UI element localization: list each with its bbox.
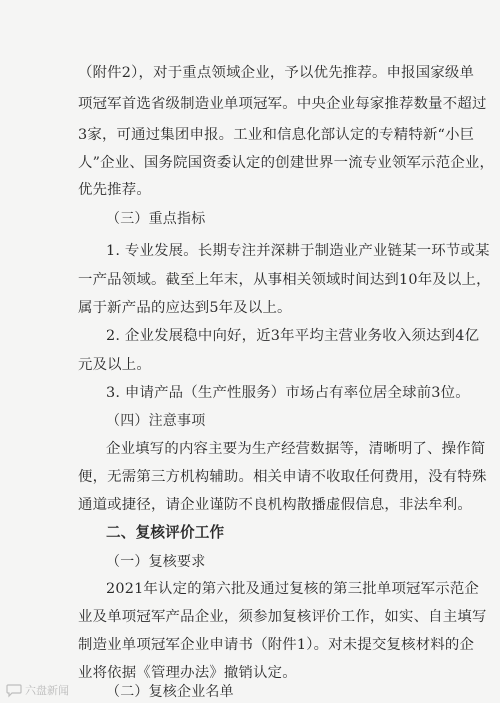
- paragraph-line: 业及单项冠军产品企业，须参加复核评价工作，如实、自主填写: [78, 609, 487, 625]
- paragraph-line: 通道或捷径，请企业谨防不良机构散播虚假信息，非法牟利。: [78, 497, 472, 513]
- paragraph-line: 一产品领域。截至上年末，从事相关领域时间达到10年及以上，: [78, 272, 491, 288]
- watermark-text: 六盘新闻: [25, 684, 69, 697]
- paragraph-line: 3. 申请产品（生产性服务）市场占有率位居全球前3位。: [106, 385, 470, 401]
- paragraph-line: 制造业单项冠军企业申请书（附件1）。对未提交复核材料的企: [78, 637, 475, 653]
- watermark: [6, 681, 69, 699]
- paragraph-line: 元及以上。: [78, 357, 151, 373]
- section-heading-review-requirements: （一）复核要求: [106, 554, 206, 570]
- paragraph-line: 2021年认定的第六批及通过复核的第三批单项冠军示范企: [106, 581, 480, 597]
- paragraph-line: 3家，可通过集团申报。工业和信息化部认定的专精特新“小巨: [78, 127, 475, 143]
- paragraph-line: 优先推荐。: [78, 182, 151, 198]
- section-heading-key-indicators: （三）重点指标: [106, 211, 206, 227]
- paragraph-line: 人”企业、国务院国资委认定的创建世界一流专业领军示范企业，: [78, 155, 495, 171]
- paragraph-line: 业将依据《管理办法》撤销认定。: [78, 665, 297, 681]
- paragraph-line: （附件2），对于重点领域企业，予以优先推荐。申报国家级单: [78, 65, 475, 81]
- paragraph-line: 2. 企业发展稳中向好，近3年平均主营业务收入须达到4亿: [106, 328, 480, 344]
- paragraph-line: 便，无需第三方机构辅助。相关申请不收取任何费用，没有特殊: [78, 469, 487, 485]
- section-heading-review-evaluation: 二、复核评价工作: [106, 524, 225, 541]
- paragraph-line: 1. 专业发展。长期专注并深耕于制造业产业链某一环节或某: [106, 243, 490, 259]
- paragraph-line: 项冠军首选省级制造业单项冠军。中央企业每家推荐数量不超过: [78, 96, 487, 112]
- chat-bubble-icon: [6, 683, 22, 697]
- paragraph-line: 企业填写的内容主要为生产经营数据等，清晰明了、操作简: [106, 441, 486, 457]
- paragraph-line: 属于新产品的应达到5年及以上。: [78, 300, 292, 316]
- section-heading-notes: （四）注意事项: [106, 413, 206, 429]
- section-heading-review-list: （二）复核企业名单: [106, 684, 234, 700]
